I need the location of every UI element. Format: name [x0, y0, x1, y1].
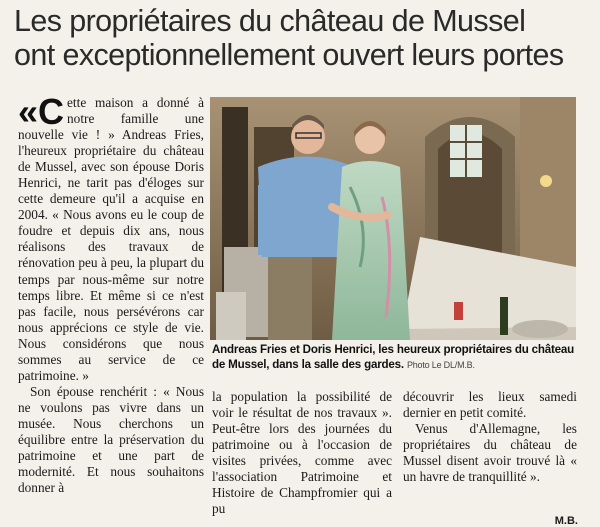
- paragraph-2-start: [18, 384, 204, 496]
- photo-credit: Photo Le DL/M.B.: [406, 360, 475, 370]
- headline-line-2: ont exceptionnellement ouvert leurs portes: [14, 38, 564, 72]
- paragraph-3: Venus d'Allemagne, les propriétaires du château de Mussel disent avoir trouvé là « un havre de tranquillité ».: [403, 421, 577, 485]
- photo-illustration: [210, 97, 576, 340]
- article-photo: [210, 97, 576, 340]
- article-column-middle: [212, 389, 392, 517]
- caption-text: Andreas Fries et Doris Henrici, les heureux propriétaires du château de Mussel, dans la salle des gardes.: [212, 343, 575, 371]
- paragraph-1-text: ette maison a donné à notre famille une nouvelle vie ! » Andreas Fries, l'heureux propriétaire du château de Mussel, avec son épouse Doris Henrici, ne tarit pas d'éloges sur cette demeure qu'il a acquise en 2004. « Nous avons eu le coup de foudre et depuis dix ans, nous réalisons des travaux de rénovation peu à peu, la plupart du temps par nous-même sur notre temps libre. Et même si ce n'est pas facile, nous persévérons car nous apprécions ce style de vie. Nous considérons que nous sommes au service de ce patrimoine. »: [18, 95, 204, 383]
- headline-line-1: Les propriétaires du château de Mussel: [14, 4, 526, 38]
- dropcap: «C: [18, 91, 65, 132]
- author-signature: M.B.: [554, 515, 578, 527]
- article-column-right: [403, 389, 577, 485]
- photo-caption: [212, 342, 578, 373]
- headline: [14, 4, 594, 72]
- article-column-left: [18, 91, 204, 496]
- paragraph-2-text-a: Son épouse renchérit : « Nous ne voulons pas vivre dans un musée. Nous cherchons un équilibre entre la préservation du patrimoine et une part de modernité. Et nous souhaitons donner à: [18, 383, 204, 496]
- paragraph-1: [18, 91, 204, 384]
- paragraph-2-continued: la population la possibilité de voir le résultat de nos travaux ». Peut-être lors des journées du patrimoine ou à l'occasion de visites privées, comme avec l'association Patrimoine et Histoire de Champfromier qui a pu: [212, 389, 392, 517]
- paragraph-2-end: découvrir les lieux samedi dernier en petit comité.: [403, 389, 577, 421]
